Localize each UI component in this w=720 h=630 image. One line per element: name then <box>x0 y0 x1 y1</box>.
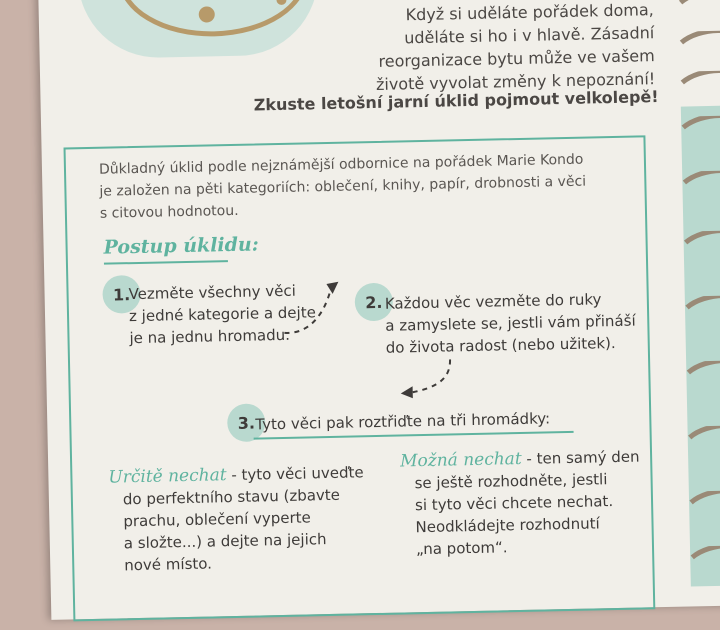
step-number-1: 1. <box>102 275 141 314</box>
step-line: z jedné kategorie a dejte <box>128 303 317 326</box>
spiral-ring-icon <box>680 70 720 93</box>
maybe-line: - ten samý den <box>521 447 640 468</box>
maybe-line: si tyto věci chcete nechat. <box>414 492 614 515</box>
flow-arrows <box>66 136 696 629</box>
spiral-ring-icon <box>683 230 720 253</box>
spiral-ring-icon <box>681 115 720 138</box>
maybe-line: „na potom“. <box>415 538 508 559</box>
keep-line: do perfektního stavu (zbavte <box>122 485 341 509</box>
spiral-ring-icon <box>682 170 720 193</box>
arrowhead-icon <box>326 282 338 294</box>
spiral-ring-icon <box>689 490 720 513</box>
keep-line: - tyto věci uveďte <box>226 463 364 485</box>
spiral-ring-icon <box>678 0 720 14</box>
intro-line: životě vyvolat změny k nepoznání! <box>375 69 656 94</box>
intro-line: uděláte si ho i v hlavě. Zásadní <box>403 23 655 48</box>
box-intro-line: Důkladný úklid podle nejznámější odbornice na pořádek Marie Kondo <box>98 151 584 178</box>
keep-title: Určitě nechat <box>108 465 227 488</box>
step-line: je na jednu hromadu. <box>129 325 291 348</box>
arrow-step2-to-step3 <box>412 359 451 392</box>
intro-line: Když si uděláte pořádek doma, <box>405 0 654 25</box>
spiral-ring-icon <box>685 295 720 318</box>
keep-line: prachu, oblečení vyperte <box>123 508 311 531</box>
box-intro-line: s citovou hodnotou. <box>99 202 239 222</box>
headline: Zkuste letošní jarní úklid pojmout velkolepě! <box>253 87 659 115</box>
maybe-title: Možná nechat <box>399 448 522 472</box>
maybe-line: Neodkládejte rozhodnutí <box>415 514 600 537</box>
intro-line: reorganizace bytu může ve vašem <box>378 46 655 71</box>
step-line: Každou věc vezměte do ruky <box>384 290 602 313</box>
notebook-page <box>38 0 720 620</box>
step-line: do života radost (nebo užitek). <box>385 333 616 357</box>
step-number-3: 3. <box>227 403 266 442</box>
spiral-ring-icon <box>679 30 720 53</box>
keep-line: nové místo. <box>124 554 213 575</box>
section-title: Postup úklidu: <box>103 233 259 259</box>
spiral-ring-icon <box>686 360 720 383</box>
step-line: Tyto věci pak roztřiďte na tři hromádky: <box>255 409 551 434</box>
box-intro-line: je založen na pěti kategoriích: oblečení, knihy, papír, drobnosti a věci <box>99 173 587 200</box>
maybe-line: se ještě rozhodněte, jestli <box>414 470 608 493</box>
spiral-ring-icon <box>690 545 720 568</box>
spiral-ring-icon <box>687 425 720 448</box>
step-line: Vezměte všechny věci <box>128 281 297 304</box>
step-number-2: 2. <box>354 283 393 322</box>
arrow-step1-to-step2 <box>284 290 332 333</box>
step-line: a zamyslete se, jestli vám přináší <box>385 311 636 335</box>
info-box <box>64 135 656 621</box>
keep-line: a složte...) a dejte na jejich <box>123 530 327 553</box>
intro-paragraph <box>293 0 655 98</box>
arrowhead-icon <box>401 386 413 398</box>
